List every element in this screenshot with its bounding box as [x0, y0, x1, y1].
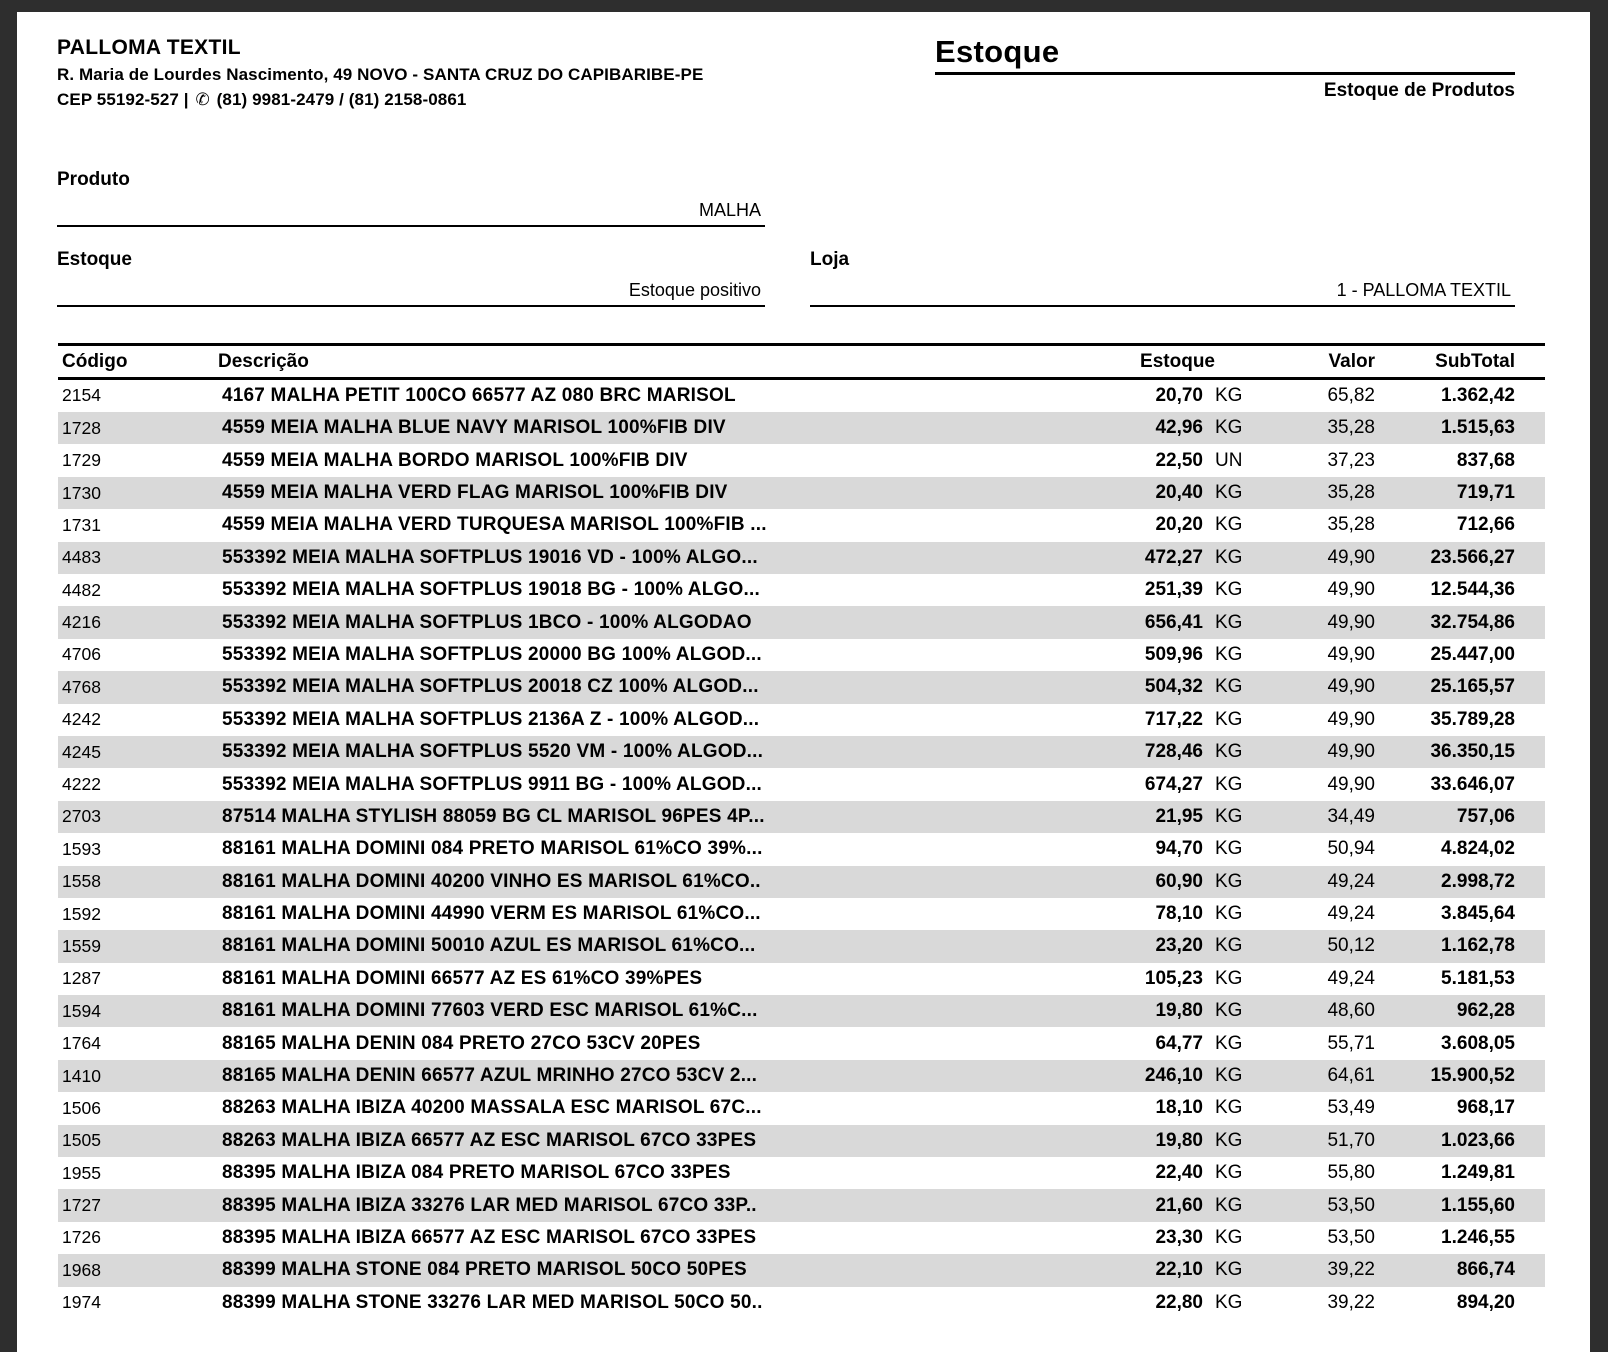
- cell-subtotal: 1.249,81: [1441, 1162, 1515, 1184]
- cell-unidade: KG: [1215, 1291, 1243, 1313]
- cell-estoque: 20,20: [1155, 514, 1203, 536]
- cell-codigo: 1729: [62, 450, 101, 471]
- cell-valor: 34,49: [1327, 805, 1375, 827]
- cell-estoque: 22,80: [1155, 1291, 1203, 1313]
- cell-descricao: 88263 MALHA IBIZA 40200 MASSALA ESC MARISOL 67C...: [222, 1097, 762, 1119]
- table-row: [58, 1092, 1545, 1124]
- cell-subtotal: 4.824,02: [1441, 838, 1515, 860]
- cell-estoque: 19,80: [1155, 1129, 1203, 1151]
- cell-valor: 49,24: [1327, 903, 1375, 925]
- cell-valor: 49,90: [1327, 611, 1375, 633]
- cell-descricao: 88263 MALHA IBIZA 66577 AZ ESC MARISOL 67CO 33PES: [222, 1129, 757, 1151]
- table-row: [58, 509, 1545, 541]
- cell-codigo: 1764: [62, 1033, 101, 1054]
- cell-codigo: 4482: [62, 579, 101, 600]
- table-row: [58, 930, 1545, 962]
- table-row: [58, 1157, 1545, 1189]
- cell-valor: 65,82: [1327, 384, 1375, 406]
- stock-table: [58, 343, 1545, 1319]
- cell-valor: 37,23: [1327, 449, 1375, 471]
- cell-estoque: 509,96: [1144, 643, 1203, 665]
- table-row: [58, 995, 1545, 1027]
- table-row: [58, 639, 1545, 671]
- cell-estoque: 18,10: [1155, 1097, 1203, 1119]
- cell-estoque: 246,10: [1144, 1065, 1203, 1087]
- cell-descricao: 553392 MEIA MALHA SOFTPLUS 1BCO - 100% ALGODAO: [222, 611, 752, 633]
- produto-label: Produto: [57, 168, 130, 190]
- cell-subtotal: 1.162,78: [1441, 935, 1515, 957]
- column-header-valor: Valor: [1328, 350, 1375, 372]
- cell-subtotal: 1.155,60: [1441, 1194, 1515, 1216]
- cell-unidade: KG: [1215, 1226, 1243, 1248]
- cell-unidade: KG: [1215, 805, 1243, 827]
- cell-subtotal: 5.181,53: [1441, 967, 1515, 989]
- table-row: [58, 1254, 1545, 1286]
- cell-unidade: KG: [1215, 676, 1243, 698]
- table-row: [58, 574, 1545, 606]
- cell-unidade: KG: [1215, 514, 1243, 536]
- table-row: [58, 606, 1545, 638]
- report-title: Estoque: [935, 36, 1515, 75]
- cell-codigo: 1974: [62, 1292, 101, 1313]
- cell-descricao: 553392 MEIA MALHA SOFTPLUS 5520 VM - 100% ALGOD...: [222, 741, 764, 763]
- cell-codigo: 1506: [62, 1097, 101, 1118]
- cell-estoque: 674,27: [1144, 773, 1203, 795]
- cell-estoque: 60,90: [1155, 870, 1203, 892]
- cell-subtotal: 23.566,27: [1430, 546, 1515, 568]
- cell-estoque: 472,27: [1144, 546, 1203, 568]
- column-header-descricao: Descrição: [218, 350, 309, 372]
- pipe-separator: |: [183, 90, 189, 110]
- cell-valor: 55,80: [1327, 1162, 1375, 1184]
- cell-subtotal: 15.900,52: [1430, 1065, 1515, 1087]
- cell-unidade: KG: [1215, 579, 1243, 601]
- cell-descricao: 553392 MEIA MALHA SOFTPLUS 19016 VD - 100% ALGO...: [222, 546, 758, 568]
- cell-valor: 50,12: [1327, 935, 1375, 957]
- cell-descricao: 4559 MEIA MALHA BLUE NAVY MARISOL 100%FIB DIV: [222, 417, 726, 439]
- table-row: [58, 1125, 1545, 1157]
- cell-valor: 35,28: [1327, 482, 1375, 503]
- cell-codigo: 4706: [62, 644, 101, 665]
- cell-subtotal: 866,74: [1456, 1259, 1515, 1281]
- cell-unidade: KG: [1215, 384, 1243, 406]
- cell-subtotal: 1.023,66: [1441, 1129, 1515, 1151]
- cell-estoque: 23,30: [1155, 1226, 1203, 1248]
- table-row: [58, 542, 1545, 574]
- cell-codigo: 1728: [62, 417, 101, 438]
- table-row: [58, 898, 1545, 930]
- cell-codigo: 4483: [62, 547, 101, 568]
- cell-estoque: 19,80: [1155, 1000, 1203, 1022]
- cell-subtotal: 32.754,86: [1430, 611, 1515, 633]
- cell-estoque: 504,32: [1144, 676, 1203, 698]
- table-row: [58, 412, 1545, 444]
- cell-estoque: 21,95: [1155, 805, 1203, 827]
- cell-descricao: 88161 MALHA DOMINI 40200 VINHO ES MARISOL 61%CO..: [222, 870, 761, 892]
- cell-estoque: 251,39: [1144, 579, 1203, 601]
- cell-unidade: KG: [1215, 935, 1243, 957]
- cell-estoque: 94,70: [1155, 838, 1203, 860]
- cell-estoque: 23,20: [1155, 935, 1203, 957]
- cell-codigo: 1731: [62, 514, 101, 535]
- cell-valor: 39,22: [1327, 1291, 1375, 1313]
- cell-codigo: 1968: [62, 1259, 101, 1280]
- cell-unidade: KG: [1215, 773, 1243, 795]
- table-row: [58, 833, 1545, 865]
- cell-estoque: 22,50: [1155, 449, 1203, 471]
- cell-valor: 64,61: [1327, 1065, 1375, 1087]
- cell-subtotal: 2.998,72: [1441, 870, 1515, 892]
- cell-estoque: 78,10: [1155, 903, 1203, 925]
- cell-valor: 39,22: [1327, 1259, 1375, 1281]
- cell-valor: 49,90: [1327, 773, 1375, 795]
- cell-unidade: KG: [1215, 1194, 1243, 1216]
- cell-subtotal: 25.447,00: [1430, 643, 1515, 665]
- cell-unidade: KG: [1215, 611, 1243, 633]
- cell-descricao: 88161 MALHA DOMINI 77603 VERD ESC MARISOL 61%C...: [222, 1000, 758, 1022]
- cell-subtotal: 1.246,55: [1441, 1226, 1515, 1248]
- cell-estoque: 22,10: [1155, 1259, 1203, 1281]
- cell-codigo: 1726: [62, 1227, 101, 1248]
- cell-descricao: 88399 MALHA STONE 084 PRETO MARISOL 50CO 50PES: [222, 1259, 747, 1281]
- cell-unidade: KG: [1215, 741, 1243, 763]
- cell-descricao: 88165 MALHA DENIN 084 PRETO 27CO 53CV 20PES: [222, 1032, 701, 1054]
- cell-unidade: KG: [1215, 1259, 1243, 1281]
- table-row: [58, 477, 1545, 509]
- cell-estoque: 656,41: [1144, 611, 1203, 633]
- cell-subtotal: 25.165,57: [1430, 676, 1515, 698]
- cell-valor: 49,90: [1327, 643, 1375, 665]
- cell-subtotal: 757,06: [1456, 805, 1515, 827]
- cell-codigo: 1727: [62, 1195, 101, 1216]
- cell-unidade: KG: [1215, 417, 1243, 439]
- column-header-codigo: Código: [62, 350, 128, 372]
- cell-subtotal: 3.845,64: [1441, 903, 1515, 925]
- cell-descricao: 553392 MEIA MALHA SOFTPLUS 20018 CZ 100% ALGOD...: [222, 676, 759, 698]
- cell-descricao: 4559 MEIA MALHA BORDO MARISOL 100%FIB DIV: [222, 449, 688, 471]
- cell-codigo: 1593: [62, 838, 101, 859]
- company-phones: (81) 9981-2479 / (81) 2158-0861: [216, 90, 467, 110]
- table-row: [58, 1027, 1545, 1059]
- produto-value: MALHA: [57, 191, 765, 227]
- company-contact: [57, 89, 703, 110]
- cell-estoque: 20,40: [1155, 482, 1203, 503]
- cell-codigo: 4245: [62, 741, 101, 762]
- cell-estoque: 21,60: [1155, 1194, 1203, 1216]
- cell-estoque: 105,23: [1144, 967, 1203, 989]
- cell-codigo: 1592: [62, 903, 101, 924]
- cell-codigo: 1410: [62, 1065, 101, 1086]
- cell-codigo: 2154: [62, 385, 101, 406]
- cell-codigo: 1594: [62, 1000, 101, 1021]
- cell-codigo: 4222: [62, 774, 101, 795]
- cell-valor: 53,49: [1327, 1097, 1375, 1119]
- cell-unidade: KG: [1215, 967, 1243, 989]
- cell-descricao: 88161 MALHA DOMINI 50010 AZUL ES MARISOL 61%CO...: [222, 935, 756, 957]
- company-block: [57, 36, 703, 111]
- cell-unidade: KG: [1215, 1097, 1243, 1119]
- cell-descricao: 553392 MEIA MALHA SOFTPLUS 19018 BG - 100% ALGO...: [222, 579, 760, 601]
- cell-valor: 49,90: [1327, 708, 1375, 730]
- cell-descricao: 88395 MALHA IBIZA 33276 LAR MED MARISOL 67CO 33P..: [222, 1194, 757, 1216]
- cell-codigo: 4216: [62, 612, 101, 633]
- cell-codigo: 4768: [62, 676, 101, 697]
- cell-codigo: 1505: [62, 1130, 101, 1151]
- cell-valor: 49,90: [1327, 741, 1375, 763]
- loja-label: Loja: [810, 248, 850, 270]
- cell-unidade: KG: [1215, 1065, 1243, 1087]
- cell-codigo: 1730: [62, 482, 101, 503]
- cell-subtotal: 968,17: [1456, 1097, 1515, 1119]
- cell-valor: 55,71: [1327, 1032, 1375, 1054]
- cell-unidade: KG: [1215, 838, 1243, 860]
- cell-valor: 35,28: [1327, 514, 1375, 536]
- cell-subtotal: 35.789,28: [1430, 708, 1515, 730]
- cell-valor: 48,60: [1327, 1000, 1375, 1022]
- cell-unidade: KG: [1215, 870, 1243, 892]
- cell-codigo: 1955: [62, 1162, 101, 1183]
- table-row: [58, 1189, 1545, 1221]
- phone-icon: ✆: [195, 90, 210, 110]
- company-name: PALLOMA TEXTIL: [57, 36, 241, 59]
- cell-unidade: KG: [1215, 1000, 1243, 1022]
- table-body: [58, 380, 1545, 1319]
- cell-valor: 49,90: [1327, 579, 1375, 601]
- cell-descricao: 88161 MALHA DOMINI 44990 VERM ES MARISOL 61%CO...: [222, 903, 761, 925]
- cell-unidade: KG: [1215, 1162, 1243, 1184]
- cell-subtotal: 894,20: [1456, 1291, 1515, 1313]
- cell-subtotal: 12.544,36: [1430, 579, 1515, 601]
- cell-descricao: 88161 MALHA DOMINI 084 PRETO MARISOL 61%CO 39%...: [222, 838, 763, 860]
- cell-descricao: 553392 MEIA MALHA SOFTPLUS 20000 BG 100% ALGOD...: [222, 643, 762, 665]
- cell-estoque: 20,70: [1155, 384, 1203, 406]
- column-header-estoque: Estoque: [1140, 350, 1215, 372]
- cell-unidade: KG: [1215, 1032, 1243, 1054]
- table-row: [58, 380, 1545, 412]
- cell-valor: 53,50: [1327, 1226, 1375, 1248]
- cell-valor: 51,70: [1327, 1129, 1375, 1151]
- cell-estoque: 22,40: [1155, 1162, 1203, 1184]
- cell-subtotal: 1.362,42: [1441, 384, 1515, 406]
- title-block: [935, 36, 1515, 102]
- cell-subtotal: 3.608,05: [1441, 1032, 1515, 1054]
- table-row: [58, 801, 1545, 833]
- cell-codigo: 4242: [62, 709, 101, 730]
- cell-unidade: KG: [1215, 708, 1243, 730]
- cell-codigo: 1558: [62, 871, 101, 892]
- table-row: [58, 1060, 1545, 1092]
- table-header: [58, 343, 1545, 380]
- cell-estoque: 717,22: [1144, 708, 1203, 730]
- cell-descricao: 87514 MALHA STYLISH 88059 BG CL MARISOL 96PES 4P...: [222, 805, 765, 827]
- company-address: R. Maria de Lourdes Nascimento, 49 NOVO - SANTA CRUZ DO CAPIBARIBE-PE: [57, 65, 704, 85]
- cell-estoque: 42,96: [1155, 417, 1203, 439]
- cell-unidade: KG: [1215, 546, 1243, 568]
- table-row: [58, 736, 1545, 768]
- cell-subtotal: 837,68: [1456, 449, 1515, 471]
- cell-descricao: 553392 MEIA MALHA SOFTPLUS 2136A Z - 100% ALGOD...: [222, 708, 760, 730]
- cell-valor: 49,24: [1327, 967, 1375, 989]
- cell-unidade: KG: [1215, 482, 1243, 503]
- cell-valor: 49,24: [1327, 870, 1375, 892]
- table-row: [58, 1222, 1545, 1254]
- cell-valor: 50,94: [1327, 838, 1375, 860]
- cell-unidade: UN: [1215, 449, 1243, 471]
- cell-subtotal: 36.350,15: [1430, 741, 1515, 763]
- report-page: [17, 12, 1590, 1352]
- filter-row: [57, 249, 1555, 307]
- table-row: [58, 671, 1545, 703]
- cell-subtotal: 712,66: [1456, 514, 1515, 536]
- cell-codigo: 1287: [62, 968, 101, 989]
- cell-descricao: 4559 MEIA MALHA VERD FLAG MARISOL 100%FIB DIV: [222, 482, 728, 503]
- produto-field: [57, 169, 765, 227]
- cell-codigo: 1559: [62, 935, 101, 956]
- table-row: [58, 444, 1545, 476]
- cell-subtotal: 962,28: [1456, 1000, 1515, 1022]
- cell-codigo: 2703: [62, 806, 101, 827]
- table-row: [58, 963, 1545, 995]
- cell-descricao: 88165 MALHA DENIN 66577 AZUL MRINHO 27CO 53CV 2...: [222, 1065, 758, 1087]
- loja-value: 1 - PALLOMA TEXTIL: [810, 271, 1515, 307]
- cell-valor: 49,90: [1327, 676, 1375, 698]
- table-row: [58, 704, 1545, 736]
- cell-valor: 35,28: [1327, 417, 1375, 439]
- cell-unidade: KG: [1215, 643, 1243, 665]
- loja-field: [810, 249, 1515, 307]
- cell-descricao: 553392 MEIA MALHA SOFTPLUS 9911 BG - 100% ALGOD...: [222, 773, 763, 795]
- cell-descricao: 88399 MALHA STONE 33276 LAR MED MARISOL 50CO 50..: [222, 1291, 763, 1313]
- company-cep: CEP 55192-527: [57, 90, 179, 110]
- cell-descricao: 4559 MEIA MALHA VERD TURQUESA MARISOL 100%FIB ...: [222, 514, 767, 536]
- cell-subtotal: 33.646,07: [1430, 773, 1515, 795]
- cell-subtotal: 1.515,63: [1441, 417, 1515, 439]
- cell-descricao: 88161 MALHA DOMINI 66577 AZ ES 61%CO 39%PES: [222, 967, 703, 989]
- cell-unidade: KG: [1215, 1129, 1243, 1151]
- filters-section: [57, 169, 1555, 307]
- cell-descricao: 88395 MALHA IBIZA 084 PRETO MARISOL 67CO 33PES: [222, 1162, 731, 1184]
- table-row: [58, 866, 1545, 898]
- report-subtitle: Estoque de Produtos: [1323, 79, 1515, 101]
- cell-valor: 53,50: [1327, 1194, 1375, 1216]
- column-header-subtotal: SubTotal: [1435, 350, 1515, 372]
- cell-subtotal: 719,71: [1456, 482, 1515, 503]
- table-row: [58, 1287, 1545, 1319]
- cell-valor: 49,90: [1327, 546, 1375, 568]
- estoque-label: Estoque: [57, 248, 132, 270]
- table-row: [58, 768, 1545, 800]
- cell-descricao: 4167 MALHA PETIT 100CO 66577 AZ 080 BRC MARISOL: [222, 384, 736, 406]
- cell-unidade: KG: [1215, 903, 1243, 925]
- document-header: [17, 12, 1590, 111]
- estoque-field: [57, 249, 765, 307]
- cell-estoque: 64,77: [1155, 1032, 1203, 1054]
- cell-estoque: 728,46: [1144, 741, 1203, 763]
- estoque-value: Estoque positivo: [57, 271, 765, 307]
- cell-descricao: 88395 MALHA IBIZA 66577 AZ ESC MARISOL 67CO 33PES: [222, 1226, 757, 1248]
